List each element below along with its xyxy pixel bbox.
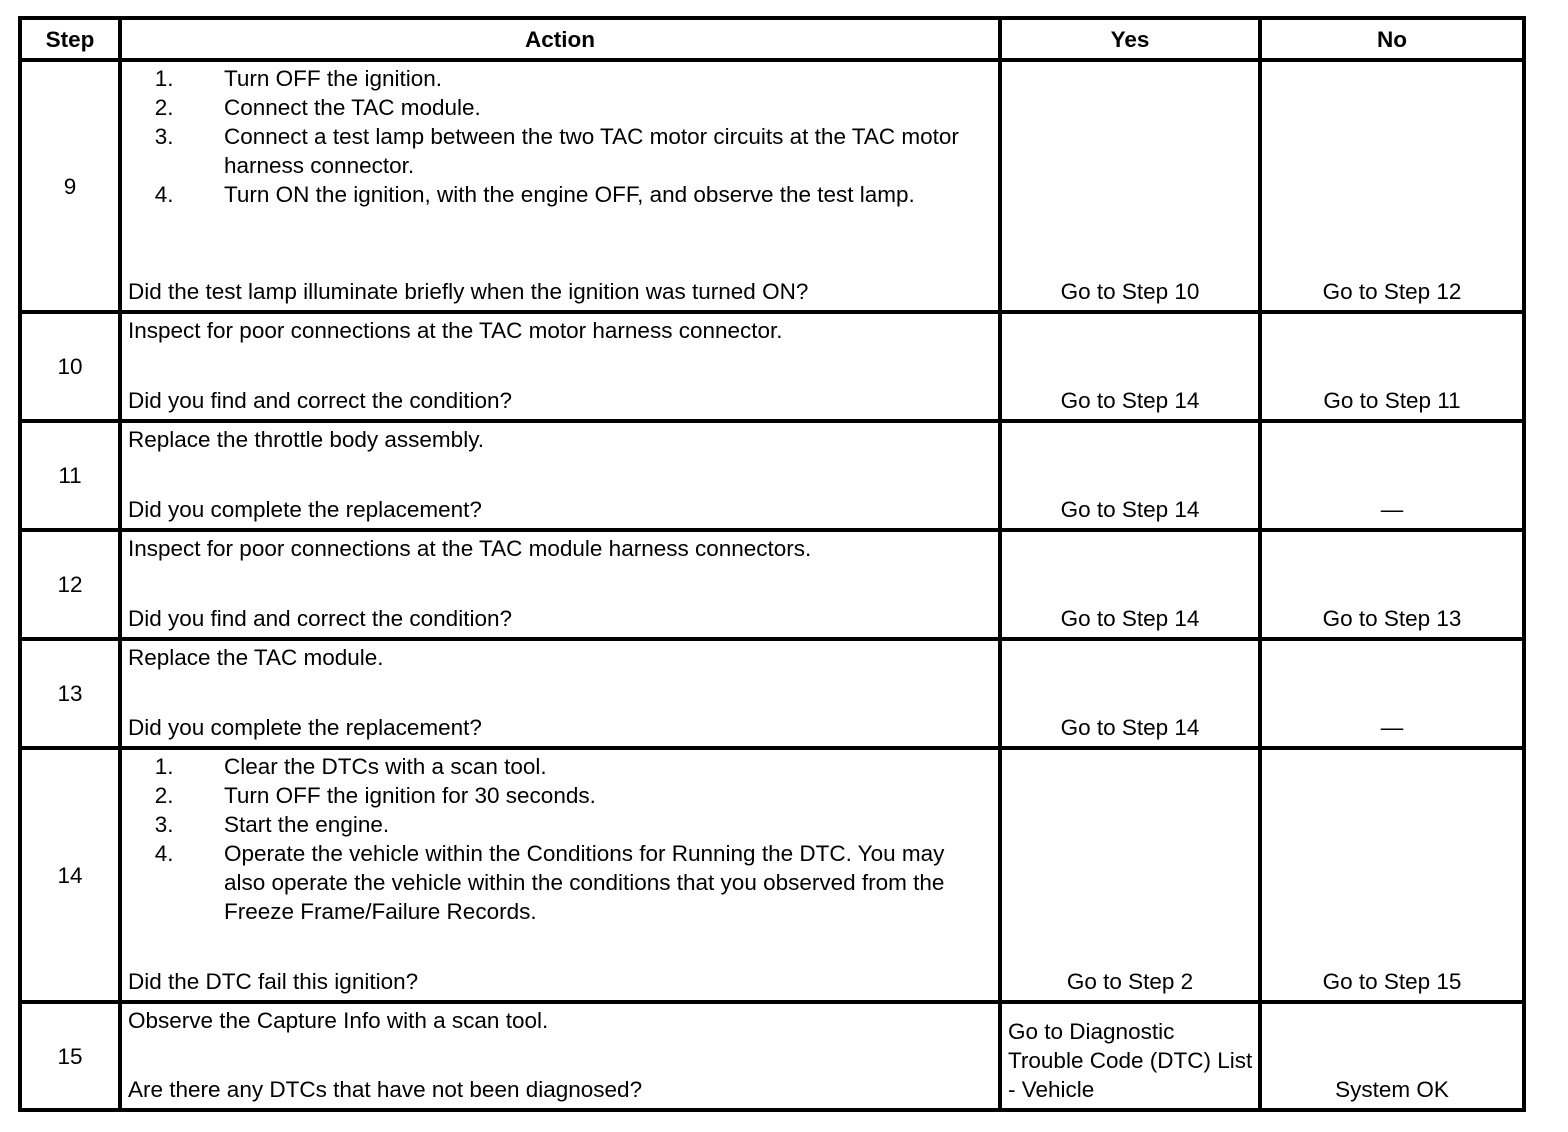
yes-cell — [1000, 748, 1260, 1002]
no-cell — [1260, 1002, 1524, 1110]
action-text: Inspect for poor connections at the TAC motor harness connector. — [128, 318, 783, 343]
table-row — [20, 60, 1524, 312]
yes-text: Go to Step 10 — [1060, 279, 1200, 304]
action-text: Replace the throttle body assembly. — [128, 427, 485, 452]
list-item: 1. Turn OFF the ignition. — [186, 64, 988, 93]
yes-cell — [1000, 312, 1260, 421]
step-number: 11 — [20, 421, 120, 530]
action-cell — [120, 748, 1000, 1002]
list-item: 3. Connect a test lamp between the two TAC motor circuits at the TAC motor harness connector. — [186, 122, 988, 180]
list-item: 4. Operate the vehicle within the Conditions for Running the DTC. You may also operate the vehicle within the conditions that you observed from the Freeze Frame/Failure Records. — [186, 839, 988, 926]
list-item: 3. Start the engine. — [186, 810, 988, 839]
question-text: Did the test lamp illuminate briefly when the ignition was turned ON? — [128, 279, 809, 304]
header-row — [20, 18, 1524, 60]
question-text: Did you complete the replacement? — [128, 497, 482, 522]
no-cell — [1260, 639, 1524, 748]
question-text: Did you find and correct the condition? — [128, 606, 512, 631]
table-row — [20, 312, 1524, 421]
table-row — [20, 530, 1524, 639]
yes-text: Go to Step 14 — [1060, 606, 1200, 631]
list-item: 2. Connect the TAC module. — [186, 93, 988, 122]
list-item: 1. Clear the DTCs with a scan tool. — [186, 752, 988, 781]
question-text: Did you complete the replacement? — [128, 715, 482, 740]
question-text: Are there any DTCs that have not been diagnosed? — [128, 1077, 643, 1102]
header-action: Action — [120, 18, 1000, 60]
yes-cell — [1000, 421, 1260, 530]
yes-text: Go to Step 14 — [1060, 388, 1200, 413]
no-text: System OK — [1335, 1077, 1449, 1102]
no-text: Go to Step 12 — [1322, 279, 1462, 304]
action-cell — [120, 1002, 1000, 1110]
yes-cell — [1000, 530, 1260, 639]
action-list — [128, 64, 988, 209]
list-item: 4. Turn ON the ignition, with the engine OFF, and observe the test lamp. — [186, 180, 988, 209]
no-cell — [1260, 60, 1524, 312]
table-row — [20, 421, 1524, 530]
yes-cell — [1000, 1002, 1260, 1110]
yes-text: Go to Step 14 — [1060, 497, 1200, 522]
header-step: Step — [20, 18, 120, 60]
table-row — [20, 639, 1524, 748]
step-number: 15 — [20, 1002, 120, 1110]
no-cell — [1260, 530, 1524, 639]
step-number: 13 — [20, 639, 120, 748]
yes-text: Go to Step 2 — [1066, 969, 1194, 994]
table-row — [20, 748, 1524, 1002]
no-text: Go to Step 11 — [1323, 388, 1461, 413]
action-cell — [120, 60, 1000, 312]
no-cell — [1260, 312, 1524, 421]
question-text: Did the DTC fail this ignition? — [128, 969, 419, 994]
step-number: 12 — [20, 530, 120, 639]
step-number: 10 — [20, 312, 120, 421]
no-text: Go to Step 15 — [1322, 969, 1462, 994]
step-number: 9 — [20, 60, 120, 312]
yes-text: Go to Diagnostic Trouble Code (DTC) List - Vehicle — [1008, 1019, 1253, 1102]
action-list — [128, 752, 988, 926]
action-cell — [120, 530, 1000, 639]
list-item: 2. Turn OFF the ignition for 30 seconds. — [186, 781, 988, 810]
header-no: No — [1260, 18, 1524, 60]
no-text: — — [1380, 497, 1404, 522]
question-text: Did you find and correct the condition? — [128, 388, 512, 413]
no-cell — [1260, 748, 1524, 1002]
no-text: — — [1380, 715, 1404, 740]
diagnostic-table — [18, 16, 1526, 1112]
action-text: Observe the Capture Info with a scan tool. — [128, 1008, 549, 1033]
yes-text: Go to Step 14 — [1060, 715, 1200, 740]
header-yes: Yes — [1000, 18, 1260, 60]
step-number: 14 — [20, 748, 120, 1002]
action-cell — [120, 639, 1000, 748]
action-text: Inspect for poor connections at the TAC module harness connectors. — [128, 536, 812, 561]
no-cell — [1260, 421, 1524, 530]
yes-cell — [1000, 639, 1260, 748]
no-text: Go to Step 13 — [1322, 606, 1462, 631]
action-cell — [120, 312, 1000, 421]
action-cell — [120, 421, 1000, 530]
table-row — [20, 1002, 1524, 1110]
action-text: Replace the TAC module. — [128, 645, 384, 670]
yes-cell — [1000, 60, 1260, 312]
